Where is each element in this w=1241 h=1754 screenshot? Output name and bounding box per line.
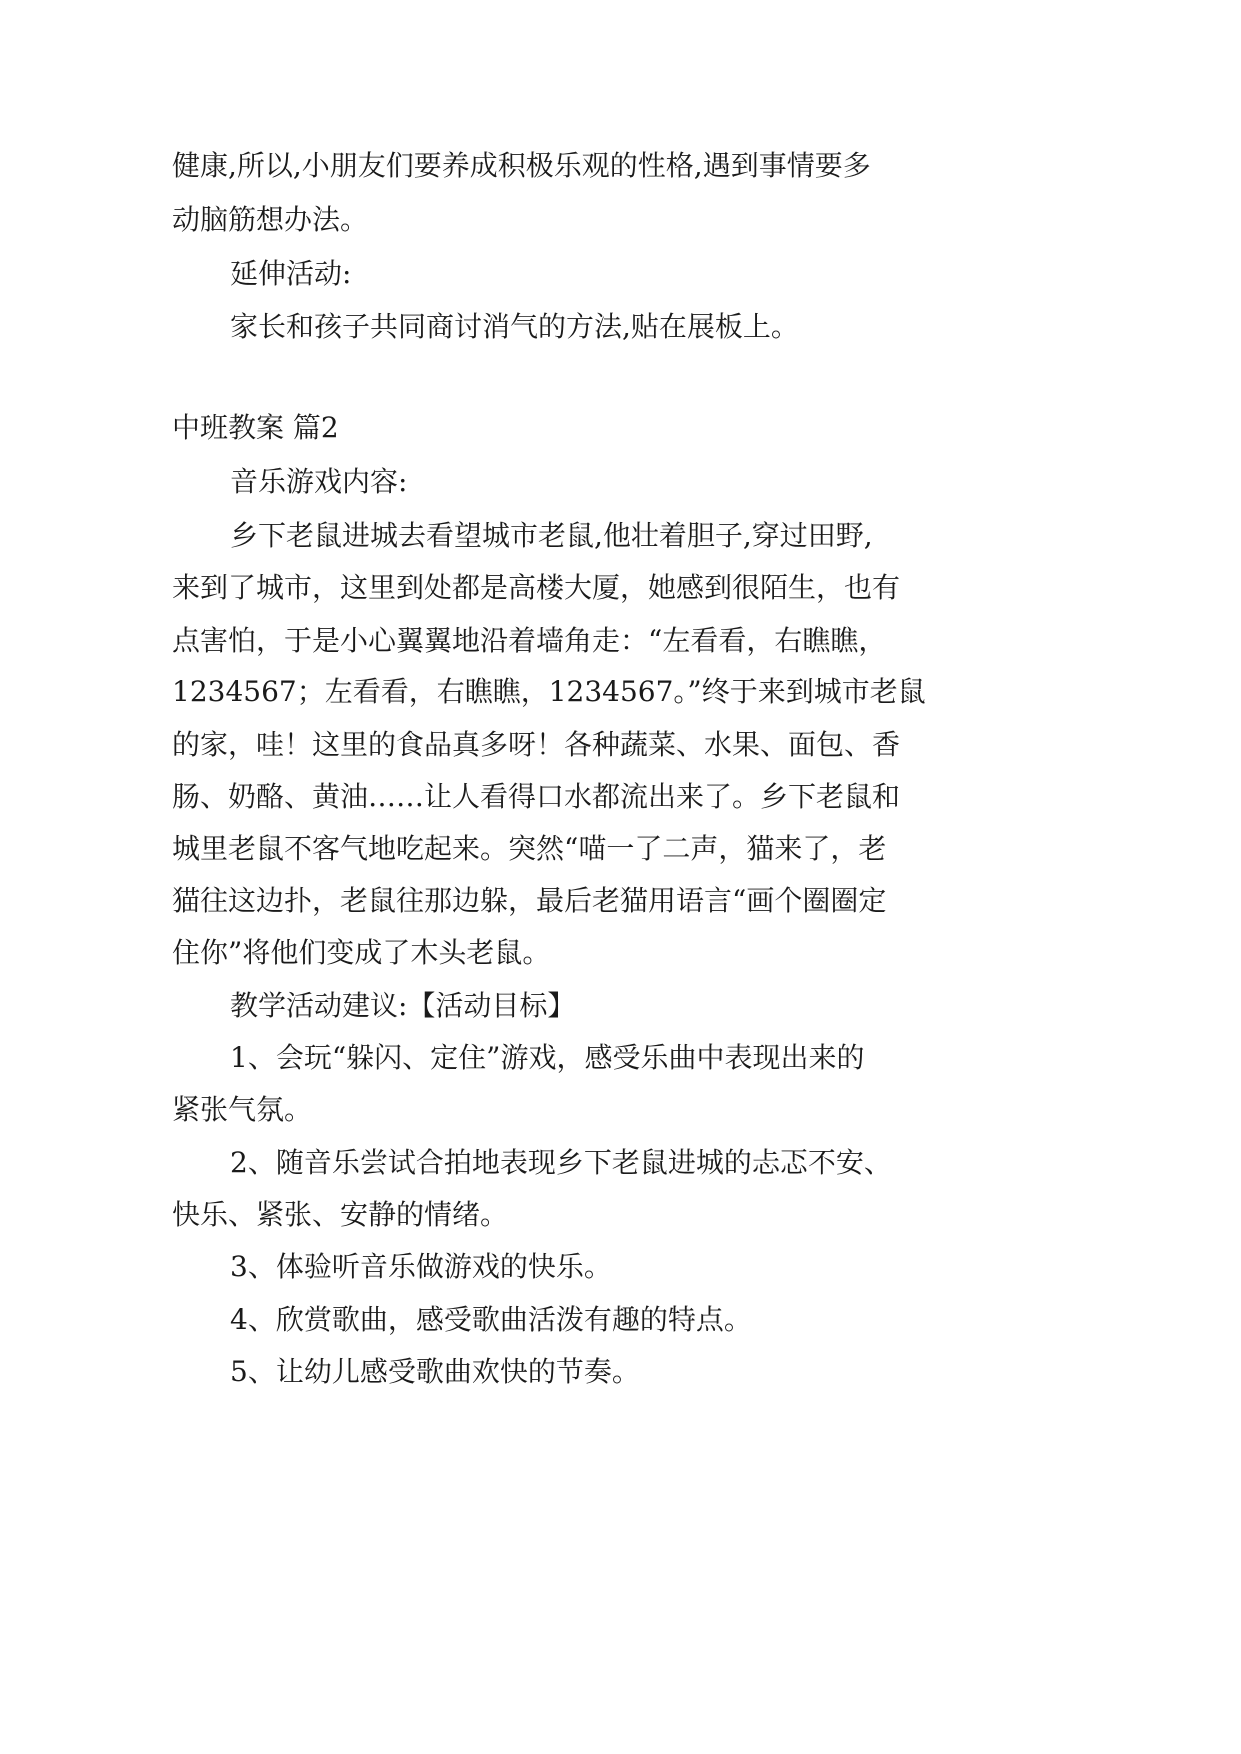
story-line: 点害怕，于是小心翼翼地沿着墙角走：“左看看，右瞧瞧， — [172, 624, 887, 657]
extension-heading: 延伸活动: — [230, 257, 352, 290]
goal-line: 2、随音乐尝试合拍地表现乡下老鼠进城的忐忑不安、 — [230, 1146, 892, 1179]
extension-text: 家长和孩子共同商讨消气的方法,贴在展板上。 — [230, 310, 799, 343]
goal-line: 紧张气氛。 — [172, 1093, 313, 1126]
teaching-heading: 教学活动建议:【活动目标】 — [230, 989, 576, 1022]
story-line: 1234567；左看看，右瞧瞧，1234567。”终于来到城市老鼠 — [172, 675, 926, 708]
music-game-heading: 音乐游戏内容: — [230, 465, 408, 498]
story-line: 住你”将他们变成了木头老鼠。 — [172, 936, 551, 969]
paragraph-line: 健康,所以,小朋友们要养成积极乐观的性格,遇到事情要多 — [172, 149, 871, 182]
goal-line: 快乐、紧张、安静的情绪。 — [172, 1198, 509, 1231]
story-line: 城里老鼠不客气地吃起来。突然“喵一了二声，猫来了，老 — [172, 832, 887, 865]
goal-line: 4、欣赏歌曲，感受歌曲活泼有趣的特点。 — [230, 1303, 752, 1336]
goal-line: 3、体验听音乐做游戏的快乐。 — [230, 1250, 612, 1283]
story-line: 猫往这边扑，老鼠往那边躲，最后老猫用语言“画个圈圈定 — [172, 884, 887, 917]
goal-line: 1、会玩“躲闪、定住”游戏，感受乐曲中表现出来的 — [230, 1041, 865, 1074]
paragraph-line: 动脑筋想办法。 — [172, 203, 369, 236]
story-line: 肠、奶酪、黄油……让人看得口水都流出来了。乡下老鼠和 — [172, 780, 901, 813]
goal-line: 5、让幼儿感受歌曲欢快的节奏。 — [230, 1355, 640, 1388]
story-line: 乡下老鼠进城去看望城市老鼠,他壮着胆子,穿过田野, — [230, 519, 873, 552]
story-line: 的家，哇！这里的食品真多呀！各种蔬菜、水果、面包、香 — [172, 728, 901, 761]
section-title: 中班教案 篇2 — [172, 411, 339, 444]
story-line: 来到了城市，这里到处都是高楼大厦，她感到很陌生，也有 — [172, 571, 901, 604]
